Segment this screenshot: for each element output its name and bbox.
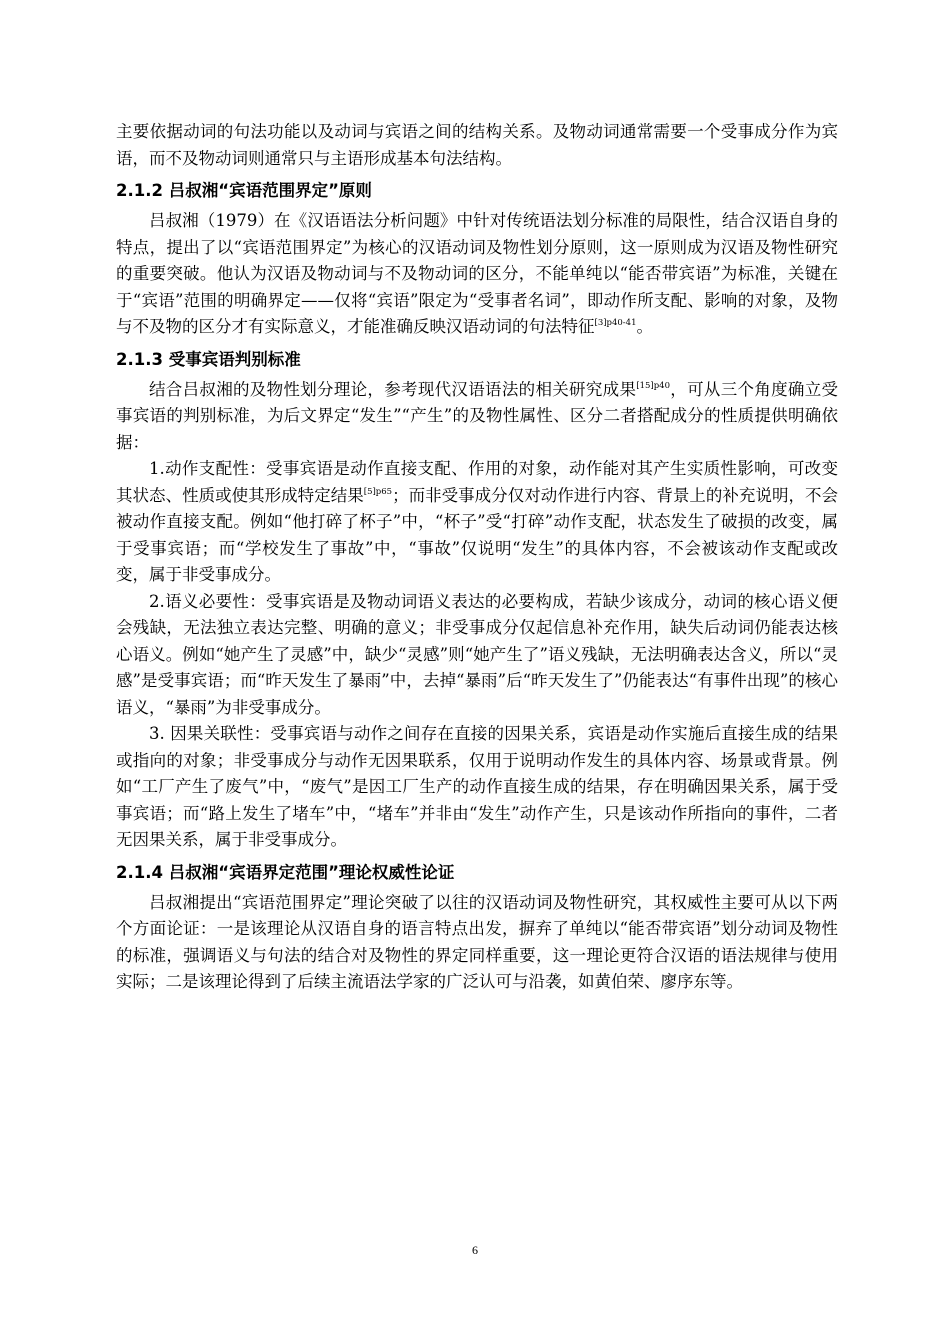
paragraph-end: 。 — [636, 317, 653, 336]
heading-2-1-2: 2.1.2 吕叔湘“宾语范围界定”原则 — [116, 181, 372, 200]
criterion-text-rest: ；而非受事成分仅对动作进行内容、背景上的补充说明，不会被动作直接支配。例如“他打碎了杯子”中，“杯子”受“打碎”动作支配，状态发生了破损的改变，属于受事宾语；而“学校发生了事故”中，“事故”仅说明“发生”的具体内容，不会被该动作支配或改变，属于非受事成分。 — [116, 485, 839, 584]
criterion-text: 2.语义必要性：受事宾语是及物动词语义表达的必要构成，若缺少该成分，动词的核心语义便会残缺，无法独立表达完整、明确的意义；非受事成分仅起信息补充作用，缺失后动词仍能表达核心语义。例如“她产生了灵感”中，缺少“灵感”则“她产生了”语义残缺，无法明确表达含义，所以“灵感”是受事宾语；而“昨天发生了暴雨”中，去掉“暴雨”后“昨天发生了”仍能表达“有事件出现”的核心语义，“暴雨”为非受事成分。 — [116, 591, 838, 717]
citation: [5]p65 — [363, 486, 393, 497]
paragraph-text: 吕叔湘（1979）在《汉语语法分析问题》中针对传统语法划分标准的局限性，结合汉语自身的特点，提出了以“宾语范围界定”为核心的汉语动词及物性划分原则，这一原则成为汉语及物性研究的重要突破。他认为汉语及物动词与不及物动词的区分，不能单纯以“能否带宾语”为标准，关键在于“宾语”范围的明确界定——仅将“宾语”限定为“受事者名词”，即动作所支配、影响的对象，及物与不及物的区分才有实际意义，才能准确反映汉语动词的句法特征 — [116, 211, 838, 336]
citation: [15]p40 — [636, 380, 670, 391]
criterion-item-2 — [116, 589, 838, 722]
page-body — [116, 119, 838, 996]
criterion-text: 3. 因果关联性：受事宾语与动作之间存在直接的因果关系，宾语是动作实施后直接生成的结果或指向的对象；非受事成分与动作无因果联系，仅用于说明动作发生的具体内容、场景或背景。例如“工厂产生了废气”中，“废气”是因工厂生产的动作直接生成的结果，存在明确因果关系，属于受事宾语；而“路上发生了堵车”中，“堵车”并非由“发生”动作产生，只是该动作所指向的事件，二者无因果关系，属于非受事成分。 — [116, 724, 838, 849]
criterion-item-3 — [116, 721, 838, 854]
criterion-text: 1.动作支配性：受事宾语是动作直接支配、作用的对象，动作能对其产生实质性影响，可改变其状态、性质或使其形成特定结果 — [116, 459, 838, 505]
citation: [3]p40-41 — [594, 318, 637, 328]
criterion-item-1 — [116, 456, 838, 589]
paragraph-text-rest: ，可从三个角度确立受事宾语的判别标准，为后文界定“发生”“产生”的及物性属性、区分二者搭配成分的性质提供明确依据： — [116, 379, 839, 452]
heading-2-1-3: 2.1.3 受事宾语判别标准 — [116, 349, 301, 369]
intro-text: 主要依据动词的句法功能以及动词与宾语之间的结构关系。及物动词通常需要一个受事成分作为宾语，而不及物动词则通常只与主语形成基本句法结构。 — [116, 122, 838, 168]
paragraph-2-1-3 — [116, 377, 838, 457]
paragraph-2-1-4 — [116, 890, 838, 996]
heading-2-1-4: 2.1.4 吕叔湘“宾语界定范围”理论权威性论证 — [116, 862, 455, 882]
intro-paragraph — [116, 119, 838, 172]
page-number: 6 — [472, 1243, 478, 1257]
paragraph-text: 结合吕叔湘的及物性划分理论，参考现代汉语语法的相关研究成果 — [149, 379, 637, 399]
paragraph-text: 吕叔湘提出“宾语范围界定”理论突破了以往的汉语动词及物性研究，其权威性主要可从以下两个方面论证：一是该理论从汉语自身的语言特点出发，摒弃了单纯以“能否带宾语”划分动词及物性的标准，强调语义与句法的结合对及物性的界定同样重要，这一理论更符合汉语的语法规律与使用实际；二是该理论得到了后续主流语法学家的广泛认可与沿袭，如黄伯荣、廖序东等。 — [116, 892, 838, 991]
paragraph-2-1-2 — [116, 208, 838, 341]
